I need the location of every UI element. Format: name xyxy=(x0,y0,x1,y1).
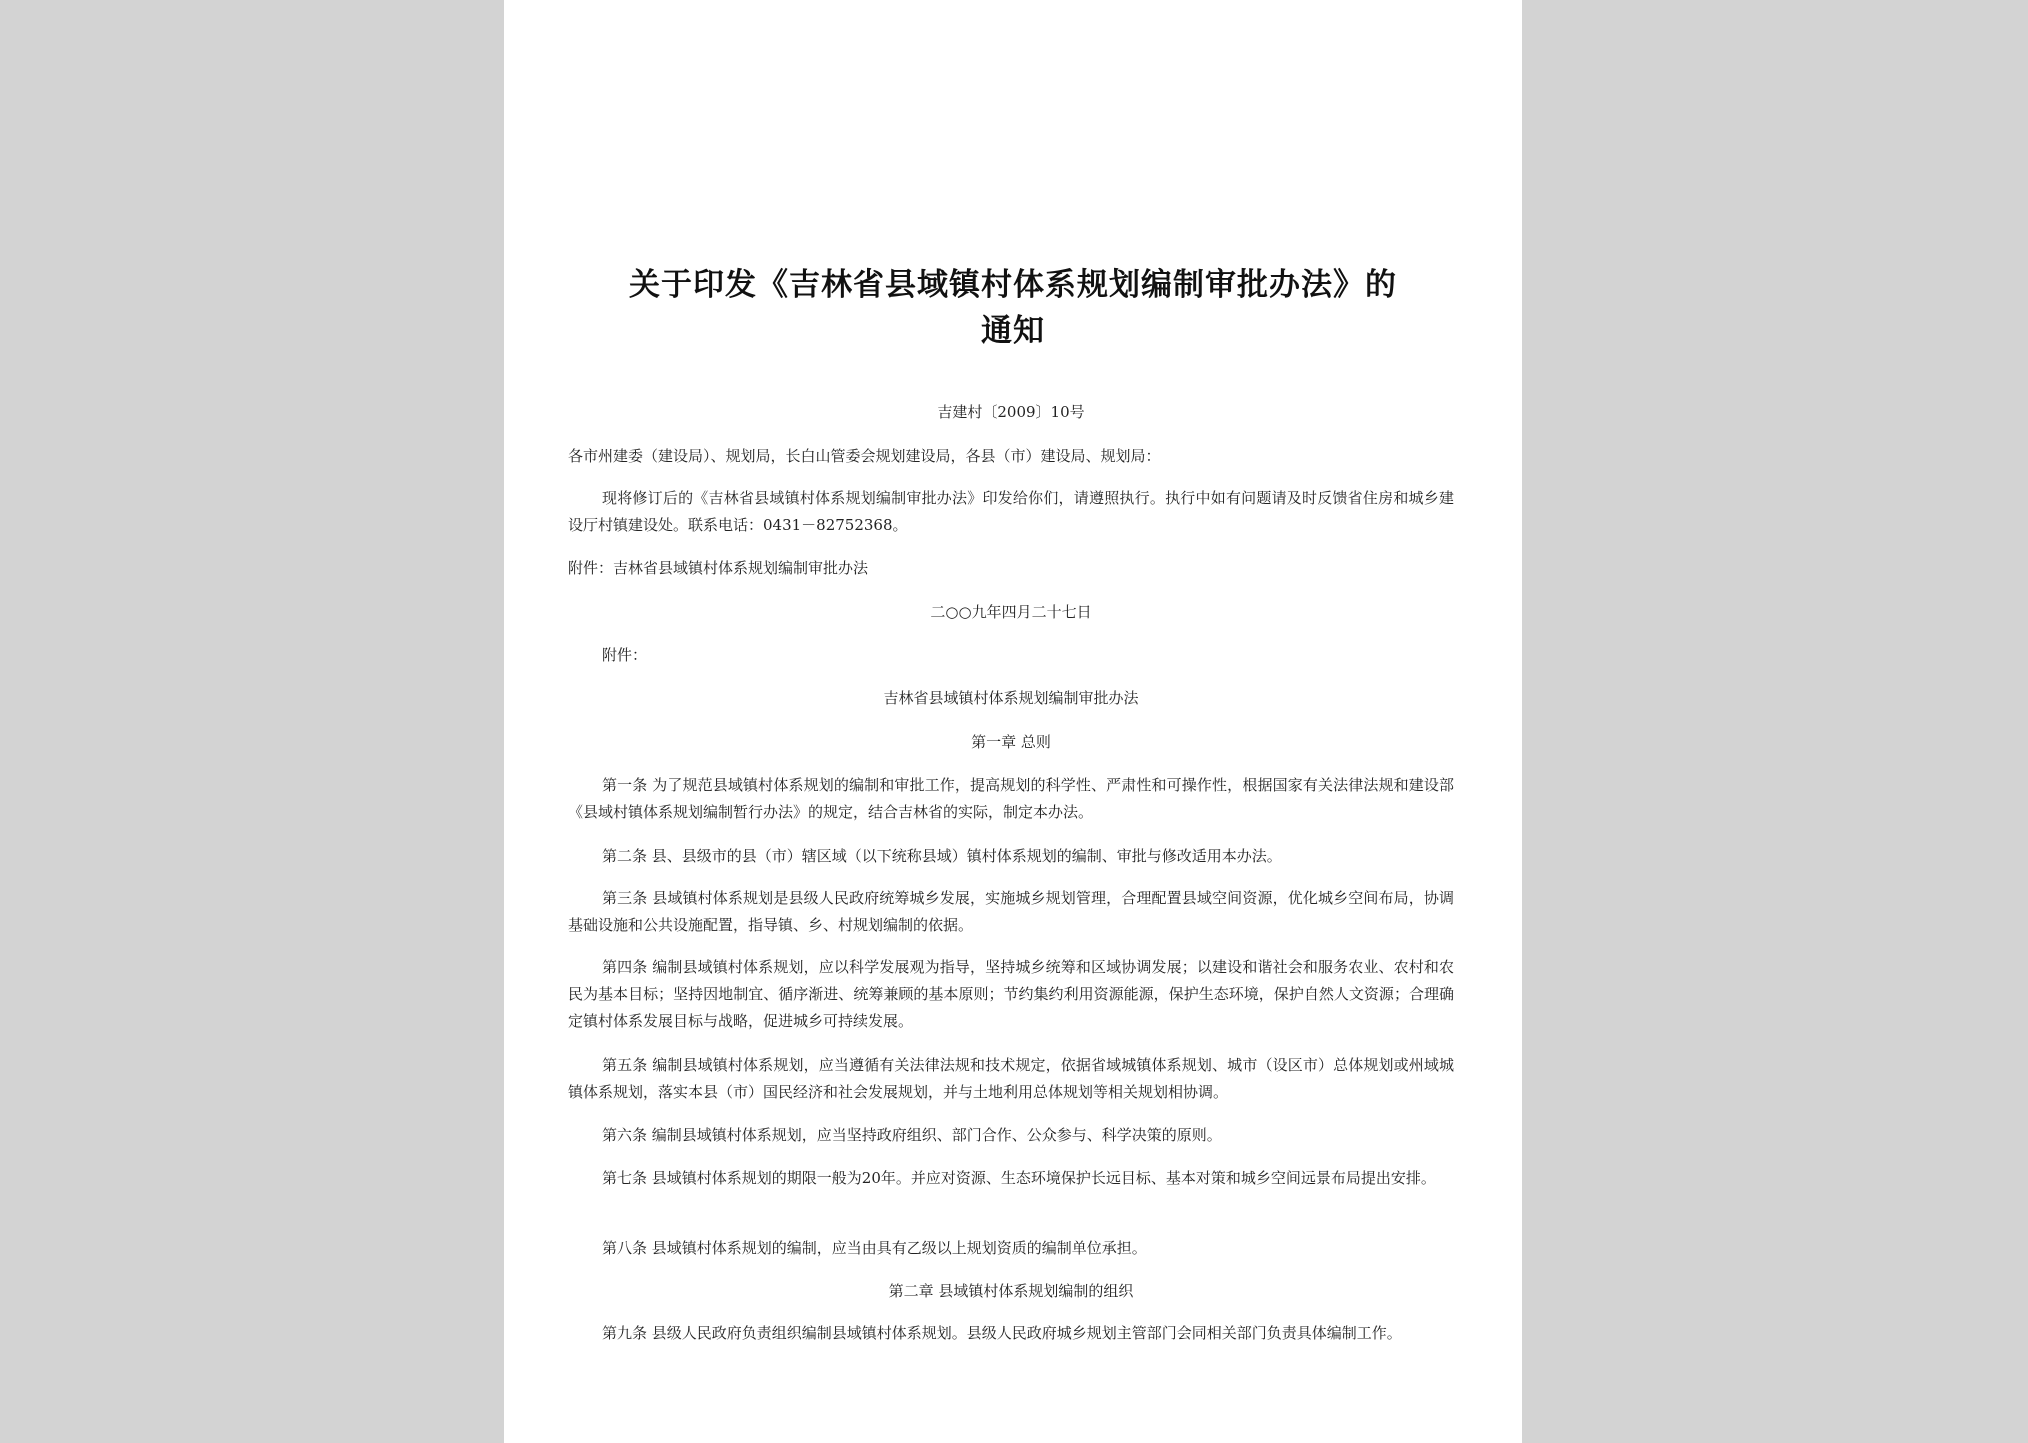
article-1: 第一条 为了规范县域镇村体系规划的编制和审批工作，提高规划的科学性、严肃性和可操作性，根据国家有关法律法规和建设部《县域村镇体系规划编制暂行办法》的规定，结合吉林省的实际，制定本办法。 xyxy=(568,776,1454,821)
title-line-2: 通知 xyxy=(981,313,1045,349)
chapter-1-heading: 第一章 总则 xyxy=(971,733,1051,751)
article-4: 第四条 编制县域镇村体系规划，应以科学发展观为指导，坚持城乡统筹和区域协调发展；以建设和谐社会和服务农业、农村和农民为基本目标；坚持因地制宜、循序渐进、统筹兼顾的基本原则；节约集约利用资源能源，保护生态环境，保护自然人文资源；合理确定镇村体系发展目标与战略，促进城乡可持续发展。 xyxy=(568,958,1454,1030)
chapter-2-heading: 第二章 县域镇村体系规划编制的组织 xyxy=(888,1282,1134,1300)
article-7: 第七条 县域镇村体系规划的期限一般为20年。并应对资源、生态环境保护长远目标、基本对策和城乡空间远景布局提出安排。 xyxy=(602,1169,1436,1187)
attachment-title: 吉林省县域镇村体系规划编制审批办法 xyxy=(883,689,1139,707)
article-8: 第八条 县域镇村体系规划的编制，应当由具有乙级以上规划资质的编制单位承担。 xyxy=(602,1239,1147,1257)
document-page xyxy=(504,0,1522,1443)
issue-date: 二○○九年四月二十七日 xyxy=(930,603,1092,621)
notice-body: 现将修订后的《吉林省县域镇村体系规划编制审批办法》印发给你们，请遵照执行。执行中如有问题请及时反馈省住房和城乡建设厅村镇建设处。联系电话：0431－82752368。 xyxy=(568,489,1454,534)
article-2: 第二条 县、县级市的县（市）辖区域（以下统称县域）镇村体系规划的编制、审批与修改适用本办法。 xyxy=(602,847,1282,865)
document-title xyxy=(544,262,1482,354)
article-9: 第九条 县级人民政府负责组织编制县域镇村体系规划。县级人民政府城乡规划主管部门会同相关部门负责具体编制工作。 xyxy=(602,1324,1402,1342)
article-6: 第六条 编制县域镇村体系规划，应当坚持政府组织、部门合作、公众参与、科学决策的原则。 xyxy=(602,1126,1222,1144)
attachment-line: 附件：吉林省县域镇村体系规划编制审批办法 xyxy=(568,559,869,577)
addressee: 各市州建委（建设局）、规划局，长白山管委会规划建设局，各县（市）建设局、规划局： xyxy=(568,447,1161,465)
article-5: 第五条 编制县域镇村体系规划，应当遵循有关法律法规和技术规定，依据省域城镇体系规划、城市（设区市）总体规划或州域城镇体系规划，落实本县（市）国民经济和社会发展规划，并与土地利用总体规划等相关规划相协调。 xyxy=(568,1056,1454,1101)
document-number: 吉建村〔2009〕10号 xyxy=(937,403,1085,421)
article-3: 第三条 县域镇村体系规划是县级人民政府统筹城乡发展，实施城乡规划管理，合理配置县域空间资源，优化城乡空间布局，协调基础设施和公共设施配置，指导镇、乡、村规划编制的依据。 xyxy=(568,889,1454,934)
attachment-label: 附件： xyxy=(602,646,648,664)
title-line-1: 关于印发《吉林省县域镇村体系规划编制审批办法》的 xyxy=(629,267,1397,303)
